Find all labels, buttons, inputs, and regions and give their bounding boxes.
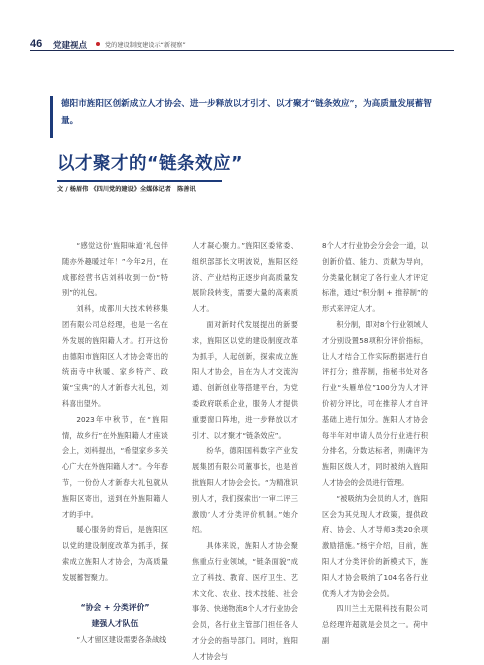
header-divider [30,50,454,51]
paragraph: 纷华，德阳国科数字产业发展集团有限公司董事长，也是首批旌阳人才协会会长。“为精准识别人才，我们探索出‘一审二评三激励’人才分类评价机制。”她介绍。 [192,446,298,535]
paragraph: 面对新时代发展提出的新要求，旌阳区以党的建设制度改革为抓手，人起创新，探索成立旌阳人才协会，旨在为人才交流沟通、创新创业等搭建平台，为党委政府联系企业，服务人才提供重要窗口阵地，进一步释放以才引才、以才聚才“链条效应”。 [192,319,298,440]
subheading-line-1: “协会 + 分类评价” [80,602,150,612]
article-column-3 [322,238,428,649]
column-title: 党的建设制度建设示“新视察” [105,42,186,49]
article-byline: 文 / 杨眉伟 《四川党的建设》全媒体记者 陈善讯 [57,186,196,193]
paragraph: 暖心服务的背后，是旌阳区以党的建设制度改革为抓手，探索成立旌阳人才协会，为高质量发展蓄智聚力。 [62,525,168,582]
paragraph: “人才留区建设需要各条战线 [76,634,167,644]
paragraph: 8个人才行业协会分会会一道，以创新价值、能力、贡献为导向，分类量化制定了各行业人才评定标准，通过“积分制 + 推荐制”的形式来评定人才。 [322,241,428,314]
paragraph: 2023年中秋节，在“旌阳情，故乡行”在外旌阳籍人才座谈会上，刘科提出，“希望家乡多关心广大在外旌阳籍人才”。今年春节，一份份人才新春大礼包就从旌阳区寄出，送到在外旌阳籍人才的手中。 [62,414,168,519]
paragraph: “被吸纳为会员的人才，旌阳区会为其兑现人才政策，提供政府、协会、人才导师3类20余项激励措施。”杨宇介绍，目前，旌阳人才分类评价的新模式下，旌阳人才协会吸纳了104名各行业优秀人才为协会会员。 [322,493,428,598]
article-column-1 [62,238,168,647]
article-column-2 [192,238,298,665]
summary-text: 德阳市旌阳区创新成立人才协会、进一步释放以才引才、以才聚才“链条效应”，为高质量发展蓄智量。 [61,99,432,126]
paragraph: “感觉这份‘旌阳味道’礼包伴随亦外趣暖过年！”今年2月，在成都经营书店刘科收到一份“特别”的礼包。 [62,241,168,298]
paragraph: 四川兰土无限科技有限公司总经理许超就是会员之一。荷中副 [322,604,428,645]
paragraph: 人才凝心聚力。”旌阳区委常委、组织部部长文明波说，旌阳区经济、产业结构正逐步向高质量发展阶段转变，需要大量的高素质人才。 [192,241,298,314]
paragraph: 积分制，即对8个行业领域人才分别设置58项积分评价指标，让人才结合工作实际酌据进行自评打分；推荐制，指秘书处对各行业“头雁单位”100分为人才评价初分评比，可在推荐人才自评基础上进行加分。旌阳人才协会每半年对申请人员分行业进行积分排名，分数达标者，则确评为旌阳区级人才，同时被纳入旌阳人才协会的会员进行管理。 [322,319,428,487]
title-underline [57,180,222,182]
paragraph: 具体来说，旌阳人才协会聚焦重点行业领域，“链条面貌”成立了科技、教育、医疗卫生、艺术文化、农业、技术技能、社会事务、快递物流8个人才行业协会会员，各行业主管部门担任各人才分会的指导部门。同时，旌阳人才协会与 [192,541,298,661]
paragraph: 刘科，成都川大技术转移集团有限公司总经理，也是一名在外发展的旌阳籍人才。打开这份由德阳市旌阳区人才协会寄出的统南寺中秋暖、家乡特产、政策“宝典”的人才新春大礼包，刘科喜出望外。 [62,304,168,408]
subheading-line-2: 建强人才队伍 [91,618,139,628]
article-title: 以才聚才的“链条效应” [57,154,244,174]
header-dot-icon [96,42,100,46]
page-number: 46 [30,38,43,50]
summary-box [50,96,444,138]
section-title: 党建视点 [53,41,88,51]
